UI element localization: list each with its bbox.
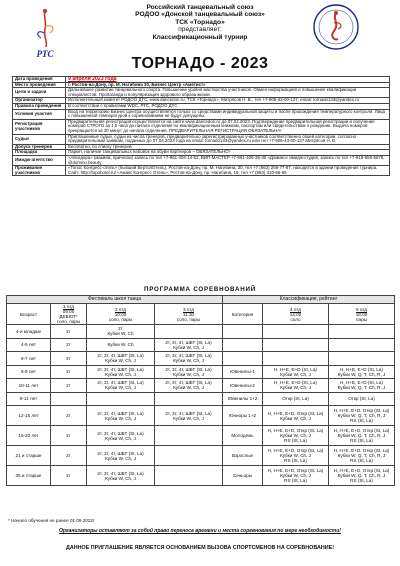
program-cell-age: 21 и старше [7, 446, 51, 466]
col-2-time: 10:00 [114, 311, 127, 317]
footnote: * Начало обучения не ранее 01.09.2022г [8, 518, 95, 523]
col-1-sub: ДЕБЮТ* [59, 314, 78, 319]
col-3-name: 3 отд [183, 306, 194, 312]
org-line-4: представляет: [178, 26, 222, 34]
program-cell-c2: 2т, 3т, 4т, ШБТ (St, La) Кубки W, Ch, J [87, 426, 155, 446]
program-cell-age: 35 и старше [7, 466, 51, 486]
invitation-note: ДАННОЕ ПРИГЛАШЕНИЕ ЯВЛЯЕТСЯ ОСНОВАНИЕМ ВЫЗОВА СПОРТСМЕНОВ НА СОРЕВНОВАНИЕ! [65, 545, 335, 551]
program-cell-cat: Юниоры 1+2 [223, 406, 263, 426]
info-value: Бесплатно, по списку тренеров [66, 144, 390, 150]
program-cell-c3 [155, 466, 223, 486]
info-value: В соответствии с правилами WDC, РТС, РОДОО ДТС [66, 103, 390, 109]
program-row [7, 325, 395, 339]
dts-round-logo-icon [312, 3, 360, 51]
program-cell-c2: 2т, 3т, 4т, ШБТ (St, La) Кубки W, Ch, J [87, 466, 155, 486]
info-key: Площадка [13, 150, 66, 156]
info-row [13, 166, 390, 176]
program-cell-c5 [329, 325, 395, 339]
info-value: Вход на территорию Бизнес Центра осуществляется только со средствами индивидуальной защиты и после прохождения температурного контроля. Лица с повышенной температурой к соревнованиям не будут допущены. [66, 109, 390, 119]
col-2-header [87, 304, 155, 325]
category-header: Категория [223, 304, 263, 325]
info-key: Цели и задачи [13, 88, 66, 98]
program-cell-c3 [155, 446, 223, 466]
program-cell-c2: 2т, 3т, 4т, ШБТ (St, La) Кубки W, Ch, J [87, 406, 155, 426]
info-key: Правила проведения [13, 103, 66, 109]
program-cell-c3 [155, 426, 223, 446]
program-cell-c3: 2т, 3т, 4т, ШБТ (St, La) Кубки W, Ch, J [155, 352, 223, 366]
program-table [6, 295, 395, 486]
program-cell-c3 [155, 392, 223, 406]
program-row [7, 446, 395, 466]
program-cell-c2: 2т, 3т, 4т, ШБТ (St, La) Кубки W, Ch, J [87, 352, 155, 366]
program-row [7, 406, 395, 426]
program-cell-c5 [329, 352, 395, 366]
program-cell-c2 [87, 392, 155, 406]
program-row [7, 392, 395, 406]
info-table [12, 76, 390, 176]
program-cell-c2: 2т, 3т, 4т, ШБТ (St, La) Кубки W, Ch, J [87, 446, 155, 466]
org-line-5: Классификационный турнир [152, 33, 248, 41]
info-value: Паркет, наличие танцевальных набойок на обуви партнеров – ОБЯЗАТЕЛЬНО! [66, 150, 390, 156]
program-cell-c5 [329, 338, 395, 352]
program-cell-c1: 2т [51, 379, 87, 393]
org-line-2: РОДОО «Донской танцевальный союз» [135, 11, 265, 19]
info-value: «Топос Конгресс-отель» (бывший ВертолОтель), Ростов-на-Дону, пр. М. Нагибина, 30, тел +7 (863) 268-77-87, находится в здании проведения турнира. Сайт: http://topohotel.ru/ «Амакс Конгресс Отель», Ростов-на-Дону, пр. Нагибина, 19, тел +7 (863) 310-96-65 [66, 166, 390, 176]
program-cell-c1: 2т [51, 325, 87, 339]
program-cell-age: 16-20 лет [7, 426, 51, 446]
program-cell-c4: Откр (St, La) [263, 392, 329, 406]
col-1-name: 1 отд [63, 304, 74, 309]
program-cell-cat: Ювенилы-2 [223, 379, 263, 393]
info-value: Исполнительный комитет РОДОО ДТС, www.dancedon.ru, ТСК «Торнадо», Митрясов Н. В., тел +7-905-43-00-127, email: tornado133@yandex.ru [66, 98, 390, 104]
col-4-type: соло [290, 316, 301, 322]
info-value: Предварительная регистрация осуществляется на сайте www.dancedon.ru до 07.04.2023. Подтверждение предварительной регистрации и получение номеров СТРОГО за 1,5 часа до начала отделения по квалификационным книжкам, паспортам или свидетельствам о рождении. Выдача номеров прекращается за 30 минут до начала отделения. ПРЕДВАРИТЕЛЬНАЯ РЕГИСТРАЦИЯ ОБЯЗАТЕЛЬНА! [66, 119, 390, 134]
info-key: Имидж-агентство [13, 155, 66, 165]
program-cell-age: 4-5 лет [7, 338, 51, 352]
header [0, 0, 400, 76]
program-cell-c3: 2т, 3т, 4т, ШБТ (St, La) Кубки W, Ch, J [155, 338, 223, 352]
program-cell-c4: H, H+E, E+D, Откр (St, La) Кубки W, Ch, J RS (St, La) [263, 446, 329, 466]
info-value: Дальнейшее развитие танцевального спорта. Повышение уровня мастерства участников. Обмен информацией и повышение квалификации специалистов. Пропаганда и популяризация здорового образа жизни. [66, 88, 390, 98]
info-value: «Айседора» (макияж, прически) запись по тел +7-961-404-14-62, ВИП-МАСТЕР +7-961-406-35-30 «Домино» имидж-студия, запись по тел +7-918-555-5678, @domino.beauty [66, 155, 390, 165]
program-cell-c1: 2т [51, 365, 87, 379]
program-cell-age: 8-9 лет [7, 365, 51, 379]
program-cell-c2: 2т Кубки W, Ch [87, 325, 155, 339]
col-5-type: пары [356, 316, 367, 322]
program-cell-c5: H, H+E, E+D (St, La) Кубки W, Q, T, Ch, R, J [329, 379, 395, 393]
program-cell-c1: 2т [51, 352, 87, 366]
col-4-name: 4 отд [290, 306, 301, 312]
col-3-type: соло, пары [176, 316, 201, 322]
program-cell-c5: H, H+E, E+D, Откр (St, La) Кубки W, Q, T, Ch, R, J RS (St, La) [329, 426, 395, 446]
program-cell-cat [223, 338, 263, 352]
col-5-header [329, 304, 395, 325]
program-cell-c5: H, H+E, E+D, Откр (St, La) Кубки W, Q, T, Ch, R, J RS (St, La) [329, 406, 395, 426]
program-cell-c1: 2т [51, 338, 87, 352]
program-row [7, 338, 395, 352]
program-row [7, 365, 395, 379]
program-cell-c1: 2т [51, 406, 87, 426]
info-key: Регистрация участников [13, 119, 66, 134]
info-row [13, 109, 390, 119]
info-key: Организатор [13, 98, 66, 104]
program-cell-c4 [263, 338, 329, 352]
festival-header: Фестиваль школ танца [7, 296, 223, 304]
rts-logo-text: РТС [36, 49, 54, 59]
program-row [7, 426, 395, 446]
organizers-block [80, 4, 320, 41]
info-key: Условия участия [13, 109, 66, 119]
program-cell-cat: Молодежь [223, 426, 263, 446]
program-cell-cat: Взрослые [223, 446, 263, 466]
program-cell-c5: Откр (St, La) [329, 392, 395, 406]
program-cell-c3 [155, 325, 223, 339]
program-row [7, 466, 395, 486]
program-cell-age: 4-и младше [7, 325, 51, 339]
program-cell-age: 8-11 лет [7, 392, 51, 406]
program-cell-c1: 2т [51, 426, 87, 446]
age-header: Возраст [7, 304, 51, 325]
program-cell-c4: H, H+E, E+D, Откр (St, La) Кубки W, Ch, J RS (St, La) [263, 466, 329, 486]
program-cell-c4: H, H+E, E+D (St, La) Кубки W, Ch, J [263, 365, 329, 379]
info-value: Приглашенные судьи, судьи из числа тренеров, предварительно зарегистрированных участников соответственно своей категории, согласно предварительным заявкам, поданных до 07.04.2023 года на email: tornado133@yandex.ru или тел +7-905-43-00-127 Митрясов Н. В. [66, 134, 390, 144]
col-4-time: 14:00 [289, 311, 302, 317]
program-cell-c3: 2т, 3т, 4т, ШБТ (St, La) Кубки W, Ch, J [155, 406, 223, 426]
col-3-time: 11:30 [182, 311, 195, 317]
program-cell-c1: 2т [51, 466, 87, 486]
col-3-header [155, 304, 223, 325]
info-value: г. Ростов-на-Дону, пр. М. Нагибина 30, Бизнес Центр «Аметист» [66, 82, 390, 88]
program-cell-cat: Сеньоры [223, 466, 263, 486]
reserve-note: Организаторы оставляют за собой право переноса времени и места соревнования по мере необходимости! [59, 528, 341, 534]
program-row [7, 352, 395, 366]
col-1-time: 09:00 [62, 309, 75, 314]
program-cell-cat: Ювенилы 1+2 [223, 392, 263, 406]
classification-header: Классификация, рейтинг [223, 296, 395, 304]
program-cell-c5: H, H+E, E+D, Откр (St, La) Кубки W, Q, T, Ch, R, J RS (St, La) [329, 446, 395, 466]
program-cell-c5: H, H+E, E+D (St, La) Кубки W, Q, T, Ch, R, J [329, 365, 395, 379]
program-cell-c1 [51, 392, 87, 406]
program-cell-c4: H, H+E, E+D, Откр (St, La) Кубки W, Ch, J RS (St, La) [263, 426, 329, 446]
program-cell-c2: 2т, 3т, 4т, ШБТ (St, La) Кубки W, Ch, J [87, 379, 155, 393]
page-title: ТОРНАДО - 2023 [131, 55, 269, 72]
info-row [13, 155, 390, 165]
program-cell-cat [223, 325, 263, 339]
program-row [7, 379, 395, 393]
org-line-1: Российский танцевальный союз [146, 4, 254, 11]
info-row [13, 119, 390, 134]
col-1-type: соло, пары [56, 319, 81, 324]
info-row [13, 134, 390, 144]
info-key: Проживание участников [13, 166, 66, 176]
program-title: ПРОГРАММА СОРЕВНОВАНИЙ [143, 286, 257, 293]
info-value: 9 апреля 2023 года [66, 77, 390, 83]
info-key: Место проведения [13, 82, 66, 88]
program-cell-c4 [263, 325, 329, 339]
col-5-time: 18:00 [355, 311, 368, 317]
program-cell-c2: 2т, 3т, 4т, ШБТ (St, La) Кубки W, Ch, J [87, 365, 155, 379]
program-cell-c4: H, H+E, E+D (St, La) Кубки W, Ch, J [263, 379, 329, 393]
program-cell-age: 12-15 лет [7, 406, 51, 426]
col-1-header [51, 304, 87, 325]
program-cell-c4 [263, 352, 329, 366]
program-cell-age: 10-11 лет [7, 379, 51, 393]
info-row [13, 88, 390, 98]
info-key: Дата проведения [13, 77, 66, 83]
program-cell-c2: Кубки W, Ch [87, 338, 155, 352]
program-cell-age: 6-7 лет [7, 352, 51, 366]
program-cell-c3: 2т, 3т, 4т, ШБТ (St, La) Кубки W, Ch, J [155, 365, 223, 379]
program-cell-c1: 2т [51, 446, 87, 466]
program-cell-cat: Ювенилы-1 [223, 365, 263, 379]
col-5-name: 5 отд [356, 306, 367, 312]
program-cell-c4: H, H+E, E+D, Откр (St, La) Кубки W, Ch, J [263, 406, 329, 426]
program-cell-c5: H, H+E, E+D, Откр (St, La) Кубки W, Q, T, Ch, R, J RS (St, La) [329, 466, 395, 486]
rts-logo-icon [30, 7, 60, 59]
info-key: Допуск тренеров [13, 144, 66, 150]
org-line-3: ТСК «Торнадо» [175, 18, 225, 26]
col-2-type: соло, пары [108, 316, 133, 322]
col-2-name: 2 отд [115, 306, 126, 312]
col-4-header [263, 304, 329, 325]
program-cell-c3: 2т, 3т, 4т, ШБТ (St, La) Кубки W, Ch, J [155, 379, 223, 393]
info-key: Судьи [13, 134, 66, 144]
program-cell-cat [223, 352, 263, 366]
